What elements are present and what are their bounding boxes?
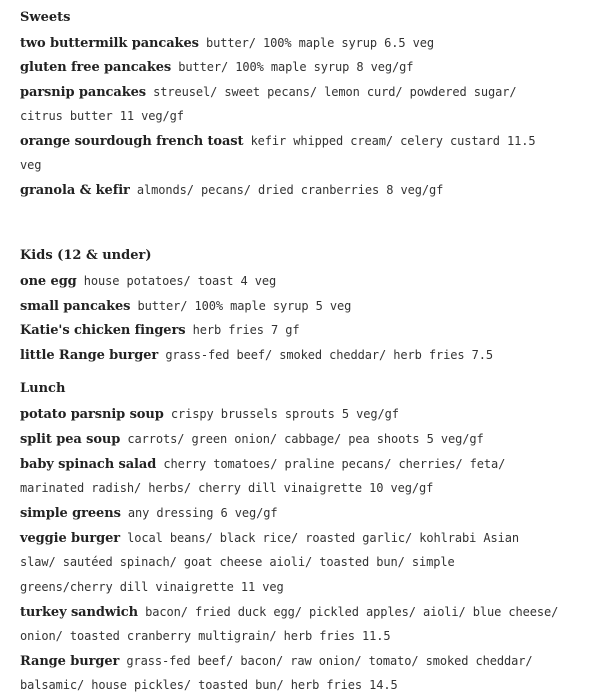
item-name: potato parsnip soup	[20, 407, 164, 422]
item-description-continued	[20, 480, 433, 496]
menu-item-turkey-sandwich	[20, 604, 558, 621]
item-name: one egg	[20, 274, 77, 289]
item-description: cherry tomatoes/ praline pecans/ cherries/ feta/	[163, 457, 506, 471]
item-description: butter/ 100% maple syrup 6.5 veg	[205, 36, 434, 50]
item-description-cont: greens/cherry dill vinaigrette 11 veg	[20, 580, 284, 594]
item-description: herb fries 7 gf	[192, 323, 300, 337]
item-name: split pea soup	[20, 432, 121, 447]
menu-item-gluten-free-pancakes	[20, 59, 413, 76]
menu-item-potato-parsnip-soup	[20, 406, 399, 423]
menu-item-simple-greens	[20, 505, 278, 522]
item-description-cont: onion/ toasted cranberry multigrain/ herb fries 11.5	[20, 629, 391, 643]
item-description: grass-fed beef/ smoked cheddar/ herb fries 7.5	[165, 348, 494, 362]
item-description: almonds/ pecans/ dried cranberries 8 veg/gf	[136, 183, 444, 197]
menu-item-orange-sourdough-french-toast	[20, 133, 536, 150]
item-description-cont: marinated radish/ herbs/ cherry dill vinaigrette 10 veg/gf	[20, 481, 434, 495]
item-description: butter/ 100% maple syrup 5 veg	[137, 299, 352, 313]
item-name: Katie's chicken fingers	[20, 323, 186, 338]
item-name: Range burger	[20, 654, 120, 669]
item-name: two buttermilk pancakes	[20, 36, 199, 51]
item-name: simple greens	[20, 506, 121, 521]
item-name: small pancakes	[20, 299, 131, 314]
item-name: little Range burger	[20, 348, 159, 363]
item-description: butter/ 100% maple syrup 8 veg/gf	[178, 60, 414, 74]
menu-item-split-pea-soup	[20, 431, 484, 448]
section-title-lunch: Lunch	[20, 381, 66, 396]
item-description: crispy brussels sprouts 5 veg/gf	[170, 407, 399, 421]
item-description: carrots/ green onion/ cabbage/ pea shoots 5 veg/gf	[127, 432, 484, 446]
item-description-continued	[20, 628, 390, 644]
menu-item-two-buttermilk-pancakes	[20, 35, 434, 52]
item-description-cont: citrus butter 11 veg/gf	[20, 109, 184, 123]
item-description-cont: slaw/ sautéed spinach/ goat cheese aioli/ toasted bun/ simple	[20, 555, 455, 569]
item-name: baby spinach salad	[20, 457, 157, 472]
item-description-cont: veg	[20, 158, 42, 172]
section-title-sweets: Sweets	[20, 10, 71, 25]
item-description: streusel/ sweet pecans/ lemon curd/ powdered sugar/	[153, 85, 517, 99]
item-description: any dressing 6 veg/gf	[127, 506, 278, 520]
item-description: kefir whipped cream/ celery custard 11.5	[250, 134, 536, 148]
item-description-continued	[20, 554, 455, 570]
menu-item-range-burger	[20, 653, 533, 670]
menu-item-veggie-burger	[20, 530, 519, 547]
menu-item-one-egg	[20, 273, 276, 290]
menu-item-granola-kefir	[20, 182, 443, 199]
item-name: parsnip pancakes	[20, 85, 146, 100]
item-description: bacon/ fried duck egg/ pickled apples/ aioli/ blue cheese/	[145, 605, 559, 619]
menu-item-parsnip-pancakes	[20, 84, 516, 101]
item-description-continued	[20, 108, 184, 124]
item-description-continued	[20, 157, 41, 173]
item-name: granola & kefir	[20, 183, 130, 198]
item-name: veggie burger	[20, 531, 121, 546]
menu-item-baby-spinach-salad	[20, 456, 505, 473]
section-title-kids: Kids (12 & under)	[20, 248, 152, 263]
item-name: turkey sandwich	[20, 605, 138, 620]
item-description-continued	[20, 677, 398, 693]
menu-item-little-range-burger	[20, 347, 493, 364]
item-name: orange sourdough french toast	[20, 134, 244, 149]
item-description-continued	[20, 579, 284, 595]
menu-item-katies-chicken-fingers	[20, 322, 299, 339]
item-description: grass-fed beef/ bacon/ raw onion/ tomato/ smoked cheddar/	[126, 654, 533, 668]
item-description-cont: balsamic/ house pickles/ toasted bun/ herb fries 14.5	[20, 678, 398, 692]
item-description: house potatoes/ toast 4 veg	[83, 274, 277, 288]
menu-item-small-pancakes	[20, 298, 351, 315]
item-name: gluten free pancakes	[20, 60, 172, 75]
item-description: local beans/ black rice/ roasted garlic/ kohlrabi Asian	[127, 531, 520, 545]
